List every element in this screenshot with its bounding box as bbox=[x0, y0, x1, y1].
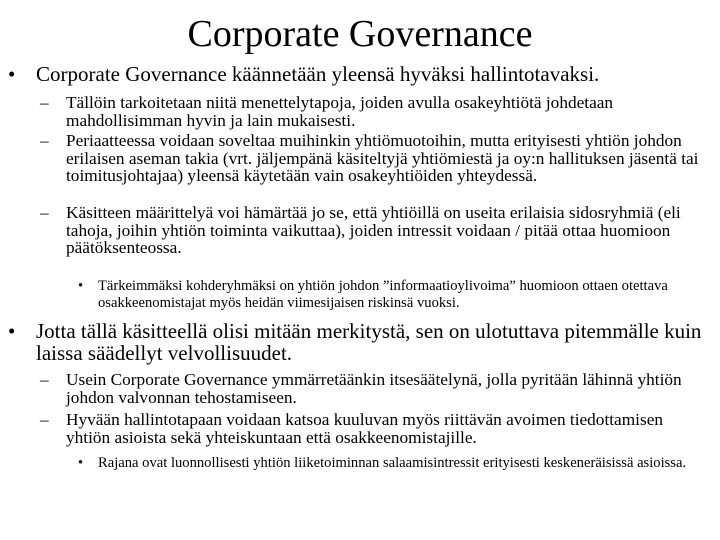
bullet-item-level3 bbox=[78, 278, 703, 311]
dash-marker: – bbox=[40, 93, 49, 112]
bullet-item-level2 bbox=[40, 94, 705, 129]
bullet-text: Corporate Governance käännetään yleensä hyväksi hallintotavaksi. bbox=[36, 62, 600, 86]
dash-marker: – bbox=[40, 410, 49, 429]
bullet-text: Jotta tällä käsitteellä olisi mitään merkitystä, sen on ulotuttava pitemmälle kuin laissa säädellyt velvollisuudet. bbox=[36, 319, 702, 365]
bullet-marker: • bbox=[78, 278, 84, 294]
bullet-item-level2 bbox=[40, 411, 705, 446]
dash-marker: – bbox=[40, 203, 49, 222]
bullet-text: Käsitteen määrittelyä voi hämärtää jo se, että yhtiöillä on useita erilaisia sidosryhmiä (eli tahoja, joihin yhtiön toiminta vaikuttaa), joiden intressit voidaan / pitää ottaa huomioon päätöksenteossa. bbox=[66, 203, 681, 257]
bullet-text: Usein Corporate Governance ymmärretäänkin itsesäätelynä, jolla pyritään lähinnä yhtiön johdon valvonnan tehostamiseen. bbox=[66, 370, 682, 407]
bullet-marker: • bbox=[78, 455, 84, 471]
bullet-item-level1 bbox=[8, 63, 708, 85]
dash-marker: – bbox=[40, 131, 49, 150]
bullet-marker: • bbox=[8, 62, 16, 86]
bullet-item-level2 bbox=[40, 132, 705, 185]
bullet-text: Periaatteessa voidaan soveltaa muihinkin yhtiömuotoihin, mutta erityisesti yhtiön johdon erilaisen aseman takia (vrt. jäljempänä käsiteltyjä yhtiömiestä ja oy:n hallituksen jäsentä tai toimitusjohtajaa) yleensä käytetään vain osakeyhtiöiden yhteydessä. bbox=[66, 131, 699, 185]
bullet-item-level2 bbox=[40, 371, 705, 406]
bullet-text: Rajana ovat luonnollisesti yhtiön liiketoiminnan salaamisintressit erityisesti keskeneräisissä asioissa. bbox=[98, 455, 687, 471]
bullet-text: Tärkeimmäksi kohderyhmäksi on yhtiön johdon ”informaatioylivoima” huomioon ottaen otettava osakkeenomistajat myös heidän viimesijaisen riskinsä vuoksi. bbox=[98, 278, 668, 311]
bullet-marker: • bbox=[8, 319, 16, 343]
bullet-item-level2 bbox=[40, 204, 705, 257]
bullet-item-level1 bbox=[8, 320, 708, 364]
bullet-item-level3 bbox=[78, 455, 703, 472]
dash-marker: – bbox=[40, 370, 49, 389]
bullet-text: Hyvään hallintotapaan voidaan katsoa kuuluvan myös riittävän avoimen tiedottamisen yhtiön asioista sekä yhteiskuntaan että osakkeenomistajille. bbox=[66, 410, 664, 447]
bullet-text: Tällöin tarkoitetaan niitä menettelytapoja, joiden avulla osakeyhtiötä johdetaan mahdollisimman hyvin ja lain mukaisesti. bbox=[66, 93, 614, 130]
slide-title: Corporate Governance bbox=[187, 13, 533, 55]
